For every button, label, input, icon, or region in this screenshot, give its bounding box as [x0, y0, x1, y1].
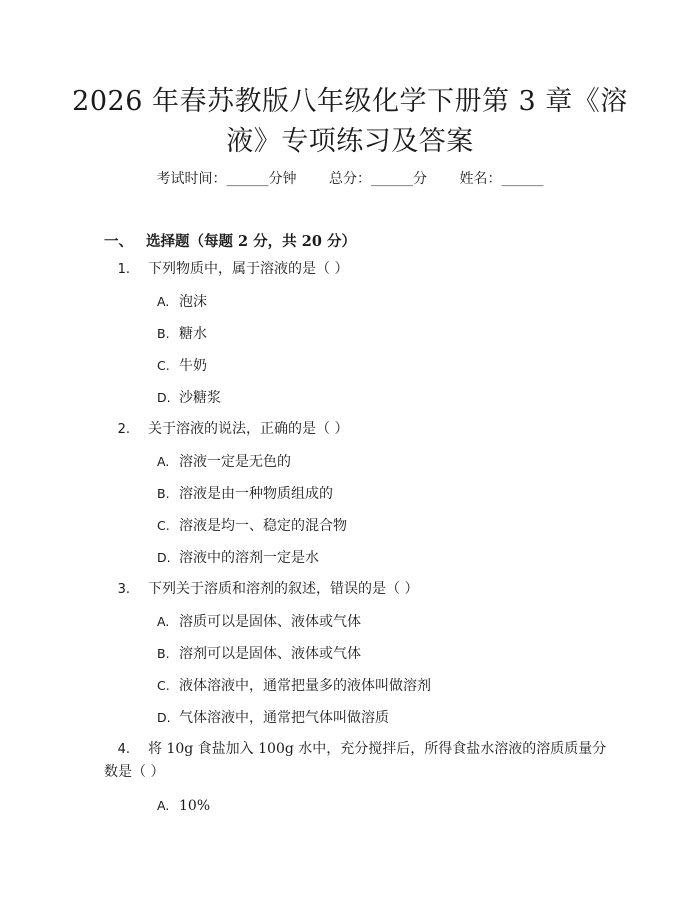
- question-text: 将 10g 食盐加入 100g 水中，充分搅拌后，所得食盐水溶液的溶质质量分数是（ ）: [104, 741, 607, 780]
- question-2-option-b: [157, 484, 333, 504]
- question-2: [104, 418, 604, 441]
- option-letter: C.: [157, 518, 170, 533]
- question-text: 下列物质中，属于溶液的是（ ）: [148, 261, 349, 277]
- question-3-option-a: [157, 612, 361, 632]
- question-number: 4.: [117, 742, 130, 757]
- document-title: 2026 年春苏教版八年级化学下册第 3 章《溶液》专项练习及答案: [72, 86, 628, 157]
- option-letter: D.: [157, 710, 171, 725]
- option-text: 液体溶液中，通常把量多的液体叫做溶剂: [179, 678, 431, 694]
- question-2-option-c: [157, 516, 347, 536]
- option-text: 溶剂可以是固体、液体或气体: [179, 646, 361, 662]
- question-1: [104, 258, 604, 281]
- option-text: 气体溶液中，通常把气体叫做溶质: [179, 710, 389, 726]
- exam-time-field: 考试时间：______分钟: [156, 171, 297, 187]
- option-letter: C.: [157, 358, 170, 373]
- question-text: 下列关于溶质和溶剂的叙述，错误的是（ ）: [148, 581, 419, 597]
- option-text: 沙糖浆: [179, 390, 221, 406]
- option-text: 溶液一定是无色的: [179, 454, 291, 470]
- question-text: 关于溶液的说法，正确的是（ ）: [148, 421, 349, 437]
- section-title: 选择题（每题 2 分，共 20 分）: [146, 233, 356, 250]
- question-number: 3.: [117, 582, 130, 597]
- exam-meta-line: [0, 168, 700, 188]
- question-2-option-a: [157, 452, 291, 472]
- question-3-option-c: [157, 676, 431, 696]
- question-1-option-b: [157, 324, 207, 344]
- option-text: 溶液中的溶剂一定是水: [179, 550, 319, 566]
- question-1-option-c: [157, 356, 207, 376]
- option-letter: C.: [157, 678, 170, 693]
- question-2-option-d: [157, 548, 319, 568]
- question-3-option-b: [157, 644, 361, 664]
- question-3-option-d: [157, 708, 389, 728]
- option-letter: B.: [157, 326, 170, 341]
- option-letter: B.: [157, 486, 170, 501]
- total-score-field: 总分：______分: [329, 171, 427, 187]
- option-letter: D.: [157, 550, 171, 565]
- question-number: 2.: [117, 422, 130, 437]
- section-number: 一、: [104, 233, 133, 250]
- option-text: 牛奶: [179, 358, 207, 374]
- option-letter: A.: [157, 294, 170, 309]
- option-letter: B.: [157, 646, 170, 661]
- question-4-option-a: [157, 796, 210, 816]
- question-1-option-a: [157, 292, 207, 312]
- option-text: 糖水: [179, 326, 207, 342]
- option-letter: D.: [157, 390, 171, 405]
- option-letter: A.: [157, 454, 170, 469]
- option-text: 溶液是由一种物质组成的: [179, 486, 333, 502]
- option-text: 泡沫: [179, 294, 207, 310]
- section-heading: [104, 230, 356, 251]
- question-number: 1.: [117, 262, 130, 277]
- option-text: 溶液是均一、稳定的混合物: [179, 518, 347, 534]
- student-name-field: 姓名：______: [459, 171, 544, 187]
- question-1-option-d: [157, 388, 221, 408]
- option-letter: A.: [157, 798, 170, 813]
- option-text: 溶质可以是固体、液体或气体: [179, 614, 361, 630]
- question-3: [104, 578, 604, 601]
- option-text: 10%: [179, 798, 211, 814]
- option-letter: A.: [157, 614, 170, 629]
- question-4: [104, 738, 614, 783]
